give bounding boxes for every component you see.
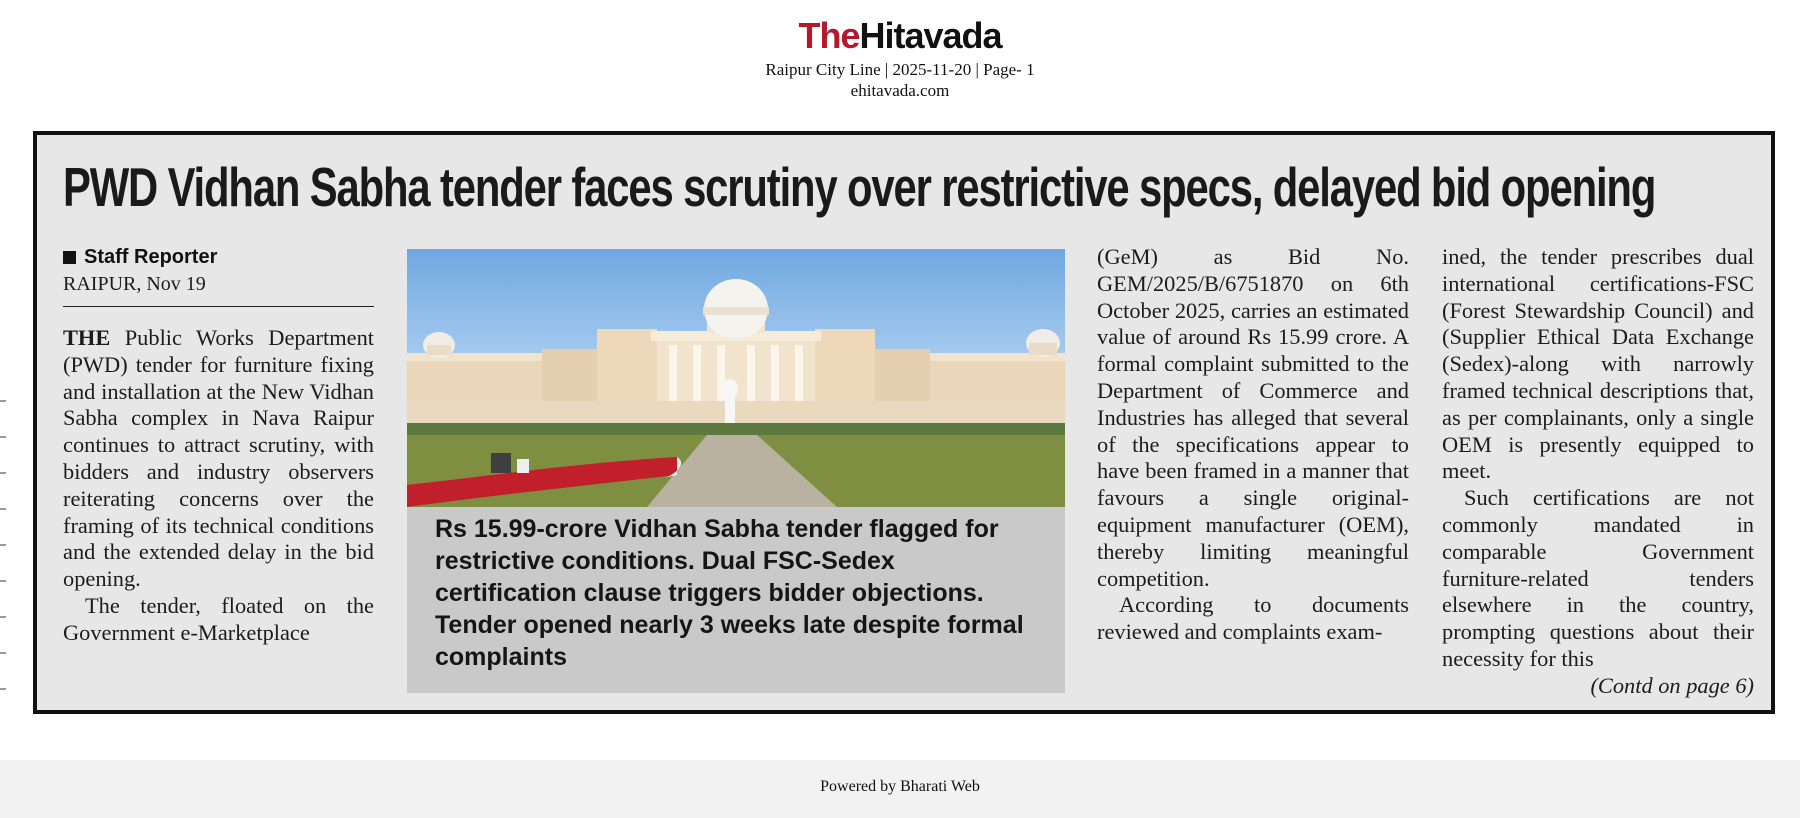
placeline: RAIPUR, Nov 19 <box>63 273 206 295</box>
masthead <box>0 14 1800 100</box>
article-headline: PWD Vidhan Sabha tender faces scrutiny over restrictive specs, delayed bid opening <box>63 156 1656 218</box>
logo-the: The <box>798 15 860 56</box>
lead-word: THE <box>63 325 111 350</box>
byline-divider <box>63 306 374 307</box>
article-column-1 <box>63 244 374 647</box>
paragraph: Such certifications are not commonly mandated in comparable Government furniture-related tenders elsewhere in the country, prompting questions about their necessity for this <box>1442 485 1754 671</box>
photo-caption: Rs 15.99-crore Vidhan Sabha tender flagged for restrictive conditions. Dual FSC-Sedex certification clause triggers bidder objections. Tender opened nearly 3 weeks late despite formal complaints <box>435 515 1024 671</box>
article-clip <box>33 131 1775 714</box>
lead-paragraph-text: Public Works Department (PWD) tender for furniture fixing and installation at the New Vidhan Sabha complex in Nava Raipur continues to attract scrutiny, with bidders and industry observers reiterating concerns over the framing of its technical conditions and the extended delay in the bid opening. <box>63 325 374 592</box>
byline <box>63 244 374 270</box>
newspaper-logo[interactable] <box>0 14 1800 58</box>
edition-dateline: Raipur City Line | 2025-11-20 | Page- 1 <box>765 60 1035 79</box>
photo-with-caption <box>407 249 1065 693</box>
byline-square-icon <box>63 251 76 264</box>
website-link[interactable]: ehitavada.com <box>850 81 950 100</box>
continued-on-page-link[interactable]: (Contd on page 6) <box>1590 672 1754 698</box>
paragraph: According to documents reviewed and complaints exam- <box>1097 592 1409 645</box>
vidhan-sabha-building-photo <box>407 249 1065 507</box>
logo-hitavada: Hitavada <box>859 15 1002 56</box>
paragraph: The tender, floated on the Government e-Marketplace <box>63 592 374 645</box>
paragraph: ined, the tender prescribes dual international certifications-FSC (Forest Stewardship Council) and (Supplier Ethical Data Exchange (Sedex)-along with narrowly framed technical descriptions that, as per complainants, only a single OEM is presently equipped to meet. <box>1442 244 1754 484</box>
footer <box>0 760 1800 818</box>
article-column-3 <box>1097 244 1409 646</box>
powered-by-text[interactable]: Powered by Bharati Web <box>820 778 980 795</box>
article-column-4 <box>1442 244 1754 700</box>
paragraph: (GeM) as Bid No. GEM/2025/B/6751870 on 6th October 2025, carries an estimated value of around Rs 15.99 crore. A formal complaint submitted to the Department of Commerce and Industries has alleged that several of the specifications appear to have been framed in a manner that favours a single original-equipment manufacturer (OEM), thereby limiting meaningful competition. <box>1097 244 1409 591</box>
byline-text: Staff Reporter <box>84 246 218 268</box>
paragraph <box>63 325 374 593</box>
vidhan-sabha-building-illustration <box>407 249 1065 507</box>
page-edge-marks <box>0 400 6 720</box>
